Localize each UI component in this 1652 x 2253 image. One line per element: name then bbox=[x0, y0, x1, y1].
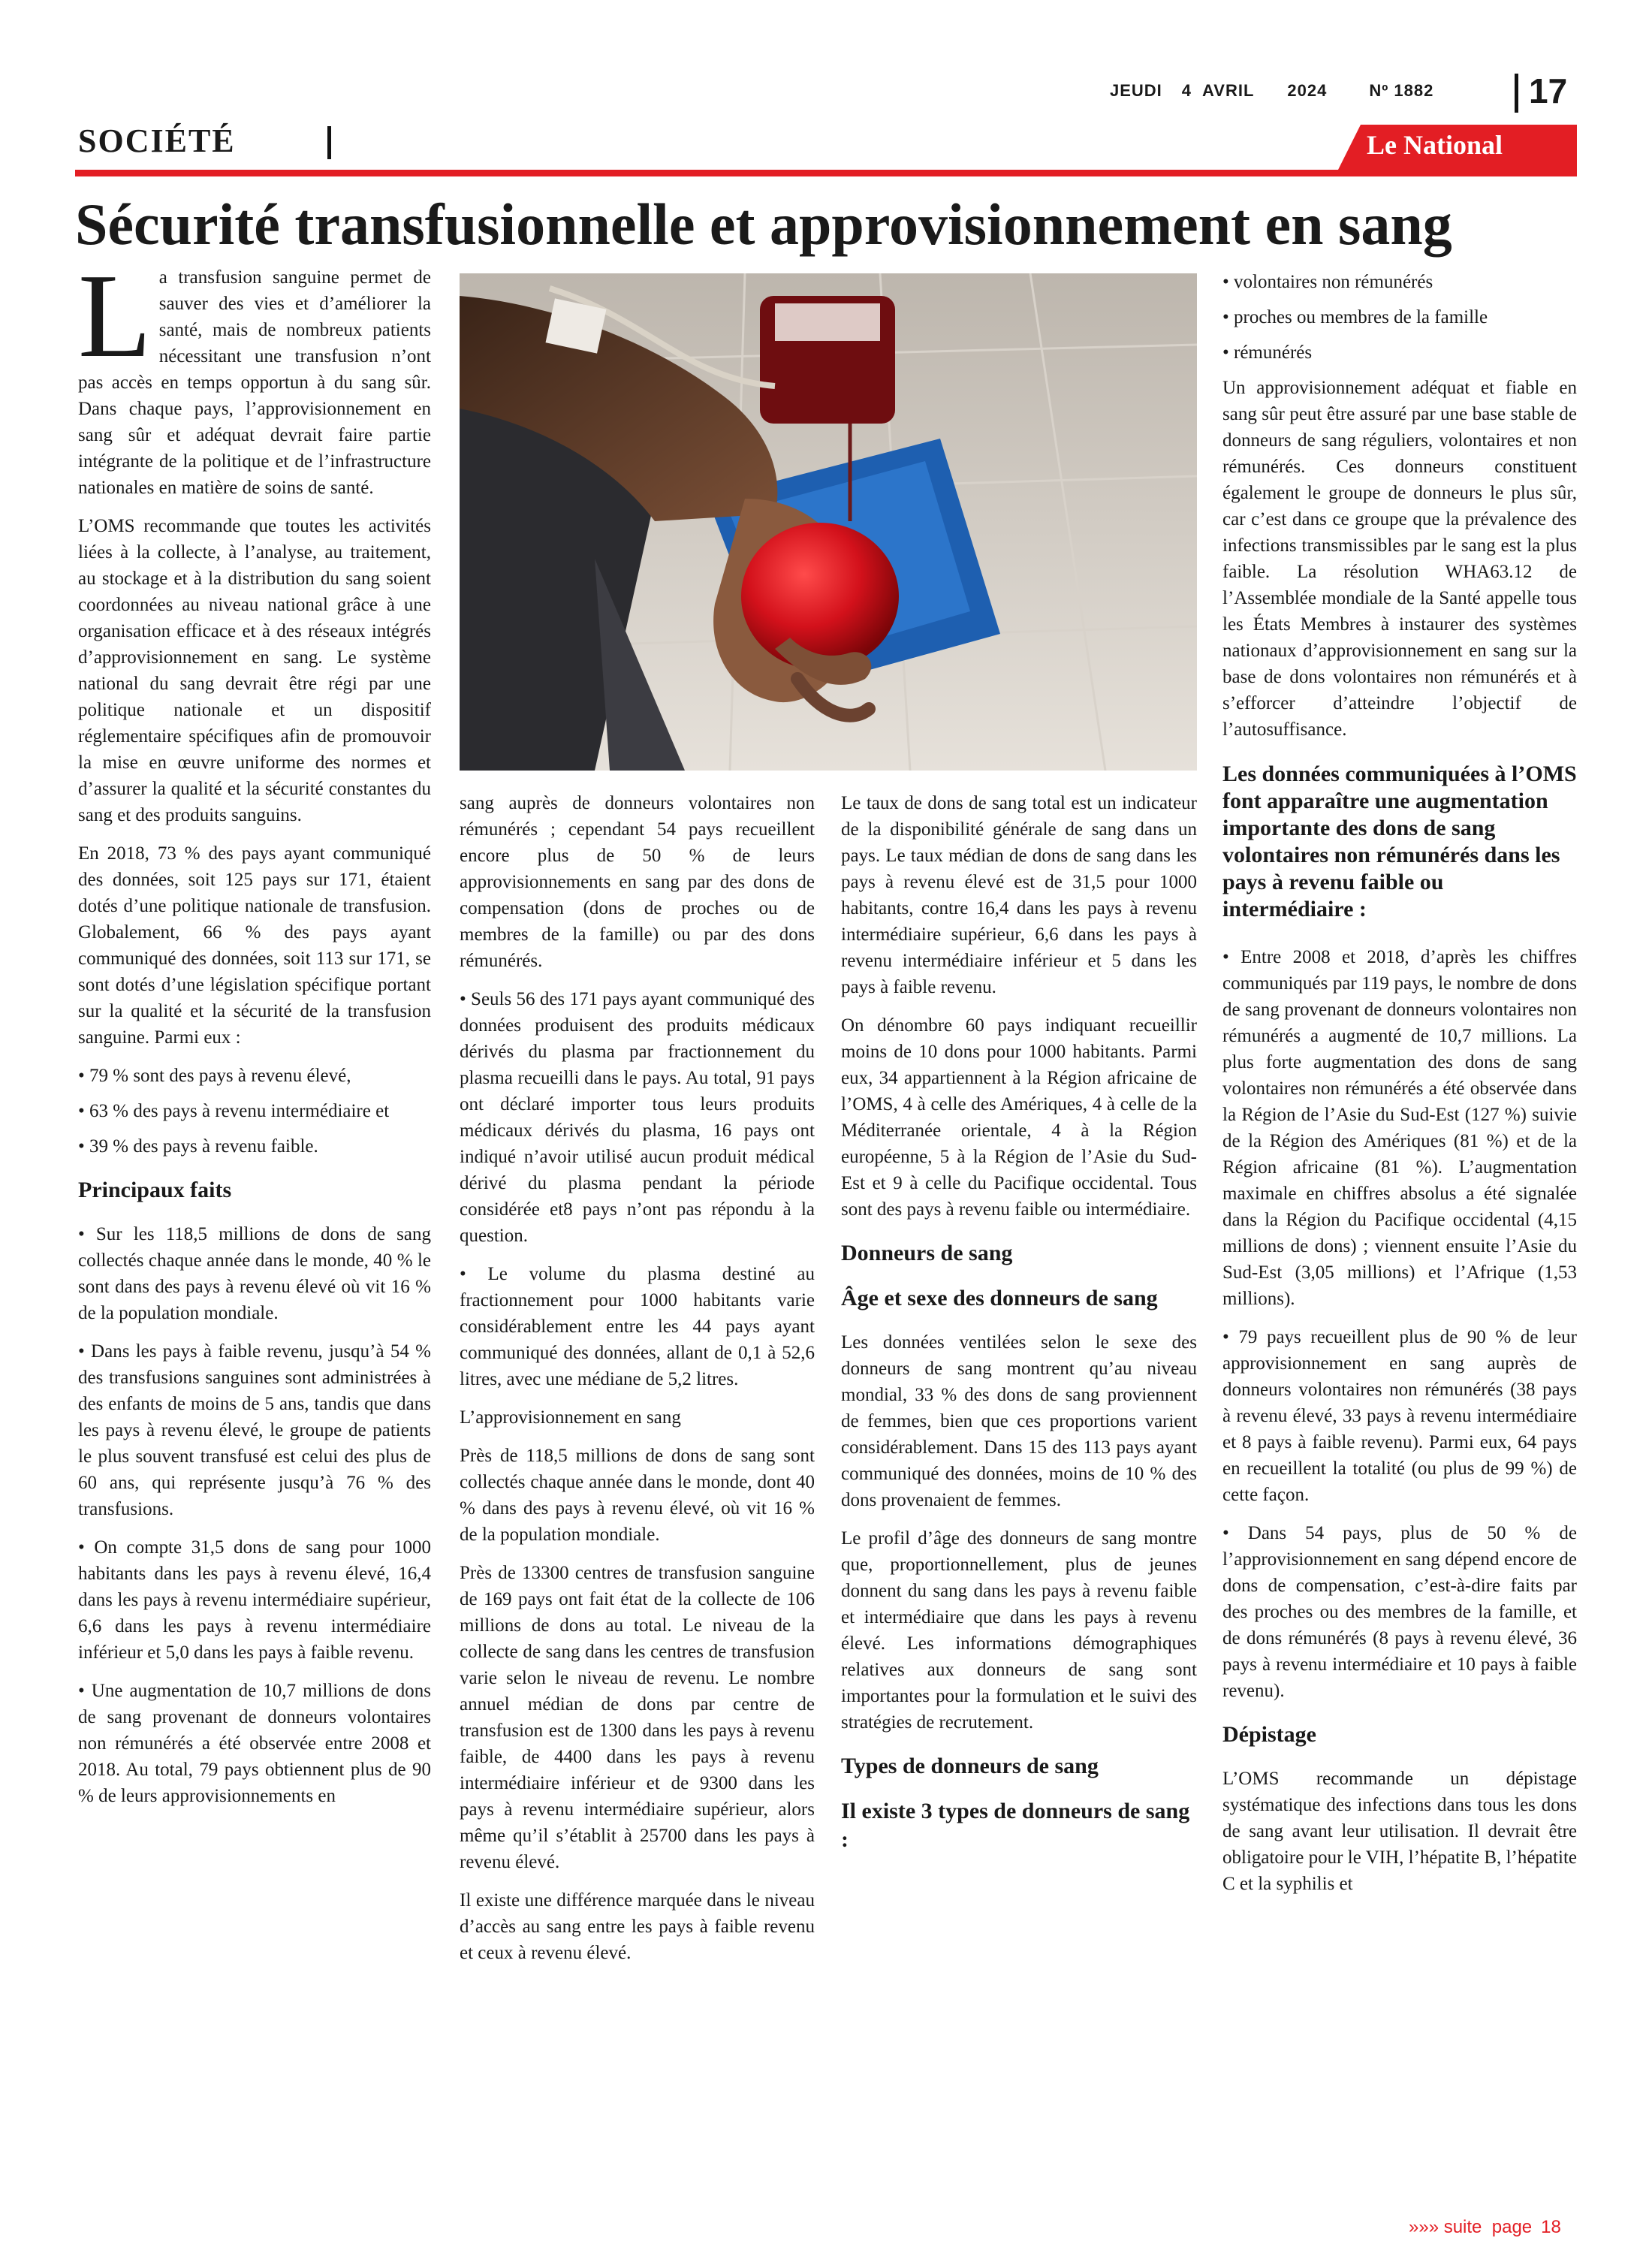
issue-date-number: 4 bbox=[1181, 81, 1192, 100]
paragraph: Les données ventilées selon le sexe des donneurs de sang montrent qu’au niveau mondial, 33 % des dons de sang proviennent de femmes, bien que ces proportions varient considérablement. Dans 15 des 113 pays ayant communiqué des données, moins de 10 % des dons provenaient de femmes. bbox=[841, 1332, 1197, 1510]
paragraph: Le profil d’âge des donneurs de sang montre que, proportionnellement, plus de jeunes donnent du sang dans les pays à revenu faible et intermédiaire que dans les pays à revenu élevé. Les informations démographiques relatives aux donneurs de sang sont importantes pour la formulation et le suivi des stratégies de recrutement. bbox=[841, 1528, 1197, 1733]
paragraph: sang auprès de donneurs volontaires non rémunérés ; cependant 54 pays recueillent encore plus de 50 % de leurs approvisionnements en sang par des dons de compensation (dons de proches ou de membres de la famille) ou par des dons rémunérés. bbox=[460, 793, 815, 971]
header-divider bbox=[1515, 74, 1518, 113]
article-column-2 bbox=[460, 790, 815, 1978]
paragraph: Près de 13300 centres de transfusion sanguine de 169 pays ont fait état de la collecte de 106 millions de dons au total. Le niveau de la collecte de sang dans les centres de transfusion varie selon le niveau de revenu. Le nombre annuel médian de dons par centre de transfusion est de 1300 dans les pays à revenu faible, de 4400 dans les pays à revenu intermédiaire inférieur et de 9300 dans les pays à revenu intermédiaire supérieur, alors même qu’il s’établit à 25700 dans les pays à revenu élevé. bbox=[460, 1563, 815, 1872]
article-column-3 bbox=[841, 790, 1197, 1871]
bullet-item: • rémunérés bbox=[1222, 342, 1313, 363]
bullet-item: • 63 % des pays à revenu intermédiaire et bbox=[78, 1101, 390, 1121]
issue-year: 2024 bbox=[1287, 81, 1328, 100]
subheading-donneurs: Donneurs de sang bbox=[841, 1241, 1013, 1265]
paragraph: En 2018, 73 % des pays ayant communiqué des données, soit 125 pays sur 171, étaient dotés d’une politique nationale de transfusion. Globalement, 66 % des pays ayant communiqué des données, soit 113 sur 171, se sont dotés d’une législation spécifique portant sur la qualité et la sécurité de la transfusion sanguine. Parmi eux : bbox=[78, 843, 431, 1048]
continued-link[interactable] bbox=[1409, 2217, 1561, 2238]
continued-label: »»» suite page bbox=[1409, 2217, 1533, 2237]
fact-item: • Une augmentation de 10,7 millions de dons de sang provenant de donneurs volontaires non rémunérés a été observée entre 2008 et 2018. Au total, 79 pays obtiennent plus de 90 % de leurs approvisionnements en bbox=[78, 1681, 431, 1806]
issue-day: JEUDI bbox=[1110, 81, 1162, 100]
subheading-age-sexe: Âge et sexe des donneurs de sang bbox=[841, 1286, 1158, 1310]
paragraph: Près de 118,5 millions de dons de sang sont collectés chaque année dans le monde, dont 40 % dans des pays à revenu élevé, où vit 16 % de la population mondiale. bbox=[460, 1446, 815, 1545]
subheading-types: Types de donneurs de sang bbox=[841, 1754, 1099, 1778]
paragraph: • Seuls 56 des 171 pays ayant communiqué des données produisent des produits médicaux dérivés du plasma par fractionnement du plasma recueilli dans le pays. Au total, 91 pays ont déclaré importer tous leurs produits médicaux dérivés du plasma, 16 pays ont indiqué n’avoir utilisé aucun produit médical dérivé du plasma pendant la période considérée et8 pays n’ont pas répondu à la question. bbox=[460, 989, 815, 1246]
section-label: SOCIÉTÉ bbox=[78, 122, 236, 159]
article-column-1 bbox=[78, 249, 431, 1821]
fact-item: • Dans les pays à faible revenu, jusqu’à 54 % des transfusions sanguines sont administrées à des enfants de moins de 5 ans, tandis que dans les pays à revenu élevé, le groupe de patients le plus souvent transfusé est celui des plus de 60 ans, qui représente jusqu’à 76 % des transfusions. bbox=[78, 1341, 431, 1519]
bullet-item: • volontaires non rémunérés bbox=[1222, 272, 1433, 292]
paragraph: On dénombre 60 pays indiquant recueillir moins de 10 dons pour 1000 habitants. Parmi eux, 34 appartiennent à la Région africaine de l’OMS, 4 à celle des Amériques, 4 à celle de la Méditerranée orientale, 4 à la Région européenne, 5 à la Région de l’Asie du Sud-Est et 9 à celle du Pacifique occidental. Tous sont des pays à revenu faible ou intermédiaire. bbox=[841, 1015, 1197, 1220]
paragraph: L’OMS recommande que toutes les activités liées à la collecte, à l’analyse, au traitement, au stockage et à la distribution du sang soient coordonnées au niveau national grâce à une organisation efficace et à des réseaux intégrés d’approvisionnement en sang. Le système national du sang devrait être régi par une politique nationale et un dispositif réglementaire spécifiques afin de promouvoir la mise en œuvre uniforme des normes et d’assurer la qualité et la sécurité constantes du sang et des produits sanguins. bbox=[78, 516, 431, 825]
paragraph: L’approvisionnement en sang bbox=[460, 1407, 681, 1428]
article-column-4 bbox=[1222, 269, 1577, 1909]
issue-number: Nº 1882 bbox=[1369, 81, 1434, 100]
subheading-trois-types: Il existe 3 types de donneurs de sang : bbox=[841, 1799, 1190, 1852]
fact-item: • On compte 31,5 dons de sang pour 1000 habitants dans les pays à revenu élevé, 16,4 dans les pays à revenu intermédiaire supérieur, 6,6 dans les pays à revenu intermédiaire inférieur et 5,0 dans les pays à faible revenu. bbox=[78, 1537, 431, 1663]
section-divider bbox=[327, 126, 331, 159]
paragraph: • Le volume du plasma destiné au fractionnement pour 1000 habitants varie considérablement entre les 44 pays ayant communiqué des données, allant de 0,1 à 52,6 litres, avec une médiane de 5,2 litres. bbox=[460, 1264, 815, 1389]
intro-paragraph: La transfusion sanguine permet de sauver des vies et d’améliorer la santé, mais de nombreux patients nécessitant une transfusion n’ont pas accès en temps opportun à du sang sûr. Dans chaque pays, l’approvisionnement en sang sûr et adéquat devrait faire partie intégrante de la politique et de l’infrastructure nationales en matière de soins de santé. bbox=[78, 249, 431, 498]
brand-name: Le National bbox=[1367, 130, 1503, 160]
bullet-item: • proches ou membres de la famille bbox=[1222, 307, 1488, 327]
page-number: 17 bbox=[1529, 71, 1568, 110]
article-photo bbox=[460, 273, 1197, 771]
issue-month: AVRIL bbox=[1202, 81, 1255, 100]
fact-item: • Sur les 118,5 millions de dons de sang collectés chaque année dans le monde, 40 % le sont dans des pays à revenu élevé où vit 16 % de la population mondiale. bbox=[78, 1224, 431, 1323]
paragraph: Le taux de dons de sang total est un indicateur de la disponibilité générale de sang dans un pays. Le taux médian de dons de sang dans les pays à revenu élevé est de 31,5 pour 1000 habitants, contre 16,4 dans les pays à revenu intermédiaire supérieur, 6,6 dans les pays à revenu intermédiaire inférieur et 5 dans les pays à faible revenu. bbox=[841, 793, 1197, 997]
header-rule bbox=[75, 170, 1577, 176]
subheading-principaux-faits: Principaux faits bbox=[78, 1178, 232, 1202]
drop-cap: L bbox=[78, 249, 152, 382]
paragraph: • Entre 2008 et 2018, d’après les chiffres communiqués par 119 pays, le nombre de dons de sang provenant de donneurs volontaires non rémunérés a augmenté de 10,7 millions. La plus forte augmentation des dons de sang volontaires non rémunérés a été observée dans la Région de l’Asie du Sud-Est (127 %) suivie de la Région des Amériques (81 %) et de la Région africaine (81 %). L’augmentation maximale en chiffres absolus a été signalée dans la Région du Pacifique occidental (4,15 millions de dons) ; viennent ensuite l’Asie du Sud-Est (3,05 millions) et l’Afrique (1,53 millions). bbox=[1222, 947, 1577, 1309]
bullet-item: • 79 % sont des pays à revenu élevé, bbox=[78, 1066, 351, 1086]
paragraph: • Dans 54 pays, plus de 50 % de l’approvisionnement en sang dépend encore de dons de compensation, c’est-à-dire faits par des proches ou des membres de la famille, et de dons rémunérés (8 pays à revenu élevé, 36 pays à revenu intermédiaire et 10 pays à faible revenu). bbox=[1222, 1523, 1577, 1701]
paragraph: Il existe une différence marquée dans le niveau d’accès au sang entre les pays à faible revenu et ceux à revenu élevé. bbox=[460, 1890, 815, 1963]
continued-page: 18 bbox=[1541, 2217, 1561, 2237]
paragraph: • 79 pays recueillent plus de 90 % de leur approvisionnement en sang auprès de donneurs volontaires non rémunérés (38 pays à revenu élevé, 33 pays à revenu intermédiaire et 8 pays à faible revenu). Parmi eux, 64 pays en recueillent la totalité (ou plus de 99 %) de cette façon. bbox=[1222, 1327, 1577, 1505]
issue-date bbox=[1110, 81, 1453, 101]
paragraph: Un approvisionnement adéquat et fiable en sang sûr peut être assuré par une base stable de donneurs de sang réguliers, volontaires et non rémunérés. Ces donneurs constituent également le groupe de donneurs le plus sûr, car c’est dans ce groupe que la prévalence des infections transmissibles par le sang est la plus faible. La résolution WHA63.12 de l’Assemblée mondiale de la Santé appelle tous les États Membres à instaurer des systèmes nationaux d’approvisionnement en sang sur la base de dons volontaires non rémunérés et à s’efforcer d’atteindre l’objectif de l’autosuffisance. bbox=[1222, 378, 1577, 740]
article-title: Sécurité transfusionnelle et approvisionnement en sang bbox=[75, 192, 1452, 257]
subheading-donnees-oms: Les données communiquées à l’OMS font apparaître une augmentation importante des dons de sang volontaires non rémunérés dans les pays à revenu faible ou intermédiaire : bbox=[1222, 762, 1577, 921]
blood-donation-photo bbox=[460, 273, 1197, 771]
paragraph: L’OMS recommande un dépistage systématique des infections dans tous les dons de sang avant leur utilisation. Il devrait être obligatoire pour le VIH, l’hépatite B, l’hépatite C et la syphilis et bbox=[1222, 1769, 1577, 1894]
subheading-depistage: Dépistage bbox=[1222, 1722, 1316, 1747]
bullet-item: • 39 % des pays à revenu faible. bbox=[78, 1136, 318, 1157]
